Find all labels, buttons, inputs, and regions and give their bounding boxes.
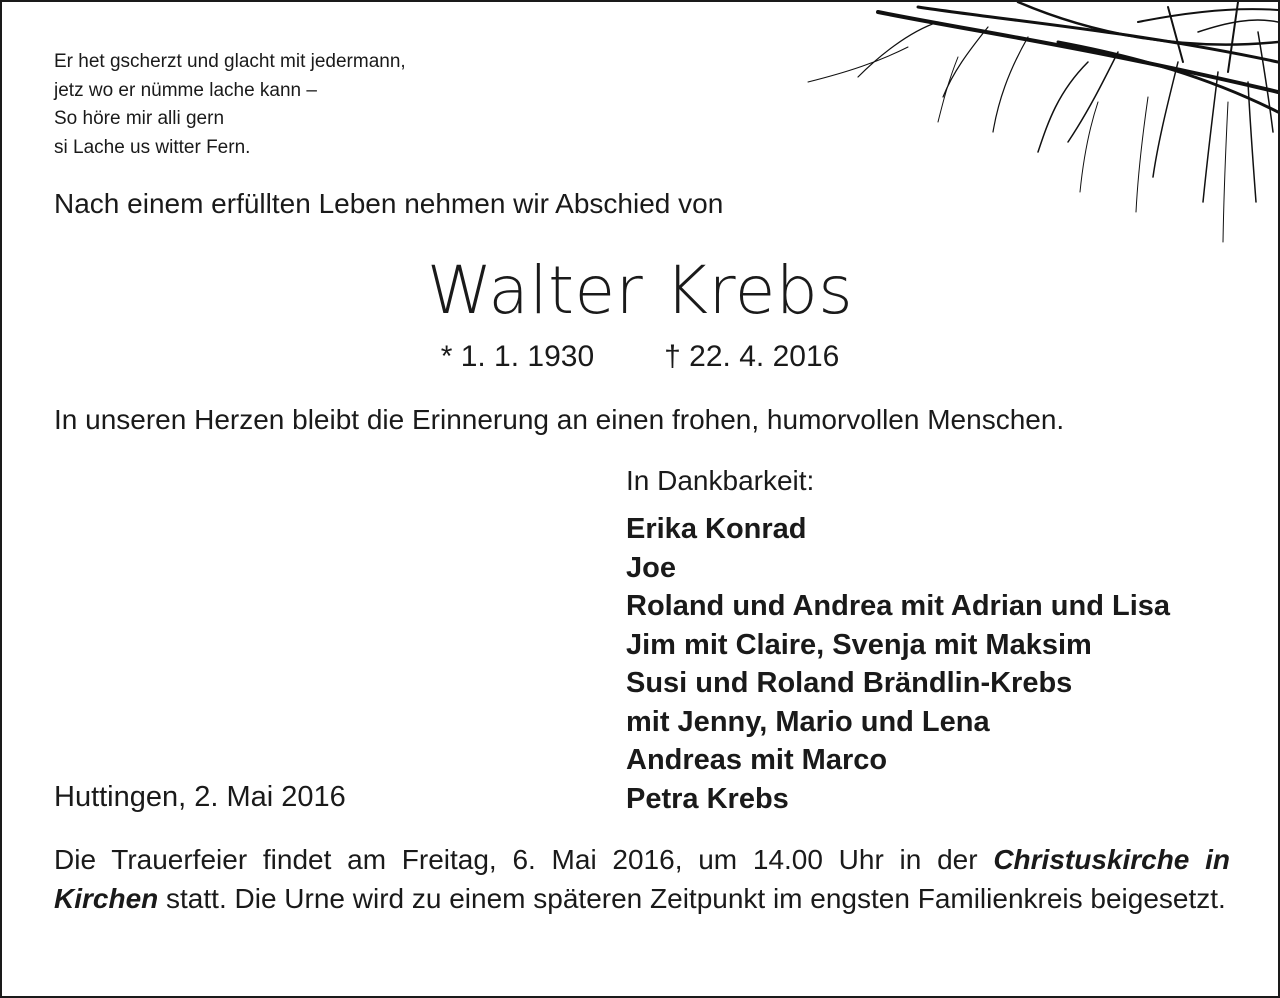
birth-date: * 1. 1. 1930 [440, 340, 595, 373]
poem-line: Er het gscherzt und glacht mit jedermann, [54, 51, 406, 72]
mourner-name: Jim mit Claire, Svenja mit Maksim [626, 628, 1092, 661]
memory-text: In unseren Herzen bleibt die Erinnerung an einen frohen, humorvollen Menschen. [54, 404, 1065, 435]
service-text-start: Die Trauerfeier findet am Freitag, 6. Mai 2016, um 14.00 Uhr in der [54, 844, 994, 875]
thanks-label: In Dankbarkeit: [626, 465, 815, 496]
mourner-name: Susi und Roland Brändlin-Krebs [626, 667, 1073, 699]
poem-line: So höre mir alli gern [54, 108, 225, 129]
service-location: Christuskirche in Kirchen [54, 844, 1231, 914]
mourner-name: mit Jenny, Mario und Lena [626, 705, 990, 738]
mourner-name: Roland und Andrea mit Adrian und Lisa [626, 590, 1171, 622]
place-date: Huttingen, 2. Mai 2016 [54, 781, 346, 813]
death-date: † 22. 4. 2016 [664, 340, 840, 373]
mourner-name: Andreas mit Marco [626, 744, 888, 776]
tree-branches-icon [758, 2, 1278, 262]
mourner-name: Petra Krebs [626, 782, 789, 815]
service-text-end: statt. Die Urne wird zu einem späteren Zeitpunkt im engsten Familienkreis beigesetzt. [158, 883, 1226, 914]
mourners-list [626, 510, 1170, 818]
service-info [54, 840, 1230, 918]
poem-line: jetz wo er nümme lache kann – [54, 79, 317, 101]
poem [54, 48, 406, 162]
mourner-name: Erika Konrad [626, 513, 807, 545]
poem-line: si Lache us witter Fern. [54, 136, 251, 158]
life-dates [2, 340, 1278, 374]
intro-text: Nach einem erfüllten Leben nehmen wir Abschied von [54, 188, 724, 219]
deceased-name: Walter Krebs [426, 252, 854, 329]
mourner-name: Joe [626, 551, 676, 584]
